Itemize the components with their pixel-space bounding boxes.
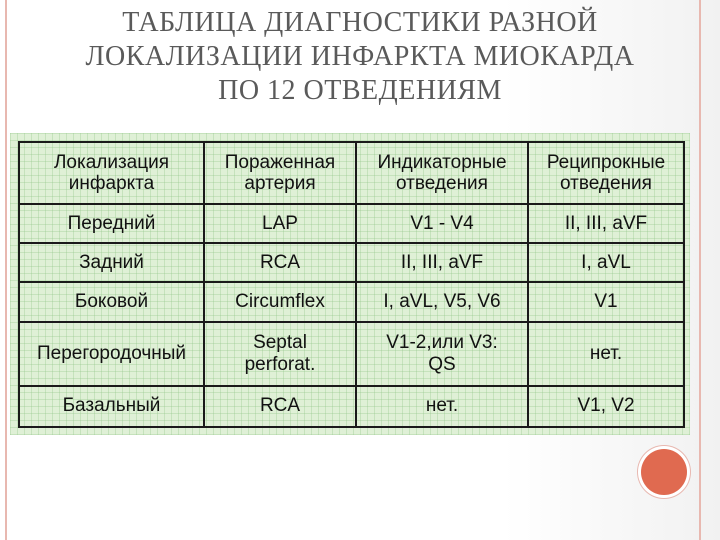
- header-artery-line-2: артерия: [244, 172, 316, 194]
- header-indicator-line-2: отведения: [396, 172, 488, 194]
- header-indicator-line-1: Индикаторные: [377, 151, 507, 173]
- header-reciprocal-leads: [528, 142, 684, 204]
- cell-artery: RCA: [204, 243, 356, 282]
- title-line-2: ЛОКАЛИЗАЦИИ ИНФАРКТА МИОКАРДА: [85, 41, 635, 72]
- decorative-circle: [641, 449, 687, 495]
- cell-indicator-leads: II, III, aVF: [356, 243, 528, 282]
- header-localization-line-1: Локализация: [53, 151, 170, 173]
- table-row: [19, 204, 684, 243]
- cell-indicator-line-1: V1-2,или V3:: [386, 331, 498, 353]
- cell-localization: Боковой: [19, 282, 204, 321]
- cell-reciprocal-leads: V1, V2: [528, 386, 684, 427]
- cell-localization: Базальный: [19, 386, 204, 427]
- header-indicator-leads: [356, 142, 528, 204]
- cell-indicator-leads: V1 - V4: [356, 204, 528, 243]
- cell-reciprocal-leads: II, III, aVF: [528, 204, 684, 243]
- header-reciprocal-line-1: Реципрокные: [546, 151, 666, 173]
- cell-artery-line-1: Septal: [253, 331, 307, 353]
- cell-artery: [204, 322, 356, 386]
- title-line-1: ТАБЛИЦА ДИАГНОСТИКИ РАЗНОЙ: [122, 7, 598, 38]
- title-line-3: ПО 12 ОТВЕДЕНИЯМ: [218, 75, 502, 106]
- cell-indicator-leads: [356, 322, 528, 386]
- header-reciprocal-line-2: отведения: [560, 172, 652, 194]
- slide-frame-left: [5, 0, 7, 540]
- cell-reciprocal-leads: V1: [528, 282, 684, 321]
- slide-title: [20, 6, 700, 108]
- cell-indicator-line-2: QS: [428, 353, 456, 375]
- cell-indicator-leads: нет.: [356, 386, 528, 427]
- header-localization: [19, 142, 204, 204]
- table-header-row: [19, 142, 684, 204]
- header-localization-line-2: инфаркта: [68, 172, 155, 194]
- cell-localization: Задний: [19, 243, 204, 282]
- diagnosis-table: [18, 141, 685, 428]
- cell-localization: Перегородочный: [19, 322, 204, 386]
- header-artery-line-1: Пораженная: [224, 151, 336, 173]
- cell-artery: LAP: [204, 204, 356, 243]
- header-artery: [204, 142, 356, 204]
- cell-artery-line-2: perforat.: [244, 353, 316, 375]
- cell-artery: RCA: [204, 386, 356, 427]
- table-row: [19, 282, 684, 321]
- table-row: [19, 243, 684, 282]
- cell-localization: Передний: [19, 204, 204, 243]
- diagnosis-table-image: [10, 133, 690, 435]
- cell-artery: Circumflex: [204, 282, 356, 321]
- cell-reciprocal-leads: нет.: [528, 322, 684, 386]
- table-row: [19, 322, 684, 386]
- cell-reciprocal-leads: I, aVL: [528, 243, 684, 282]
- cell-indicator-leads: I, aVL, V5, V6: [356, 282, 528, 321]
- table-row: [19, 386, 684, 427]
